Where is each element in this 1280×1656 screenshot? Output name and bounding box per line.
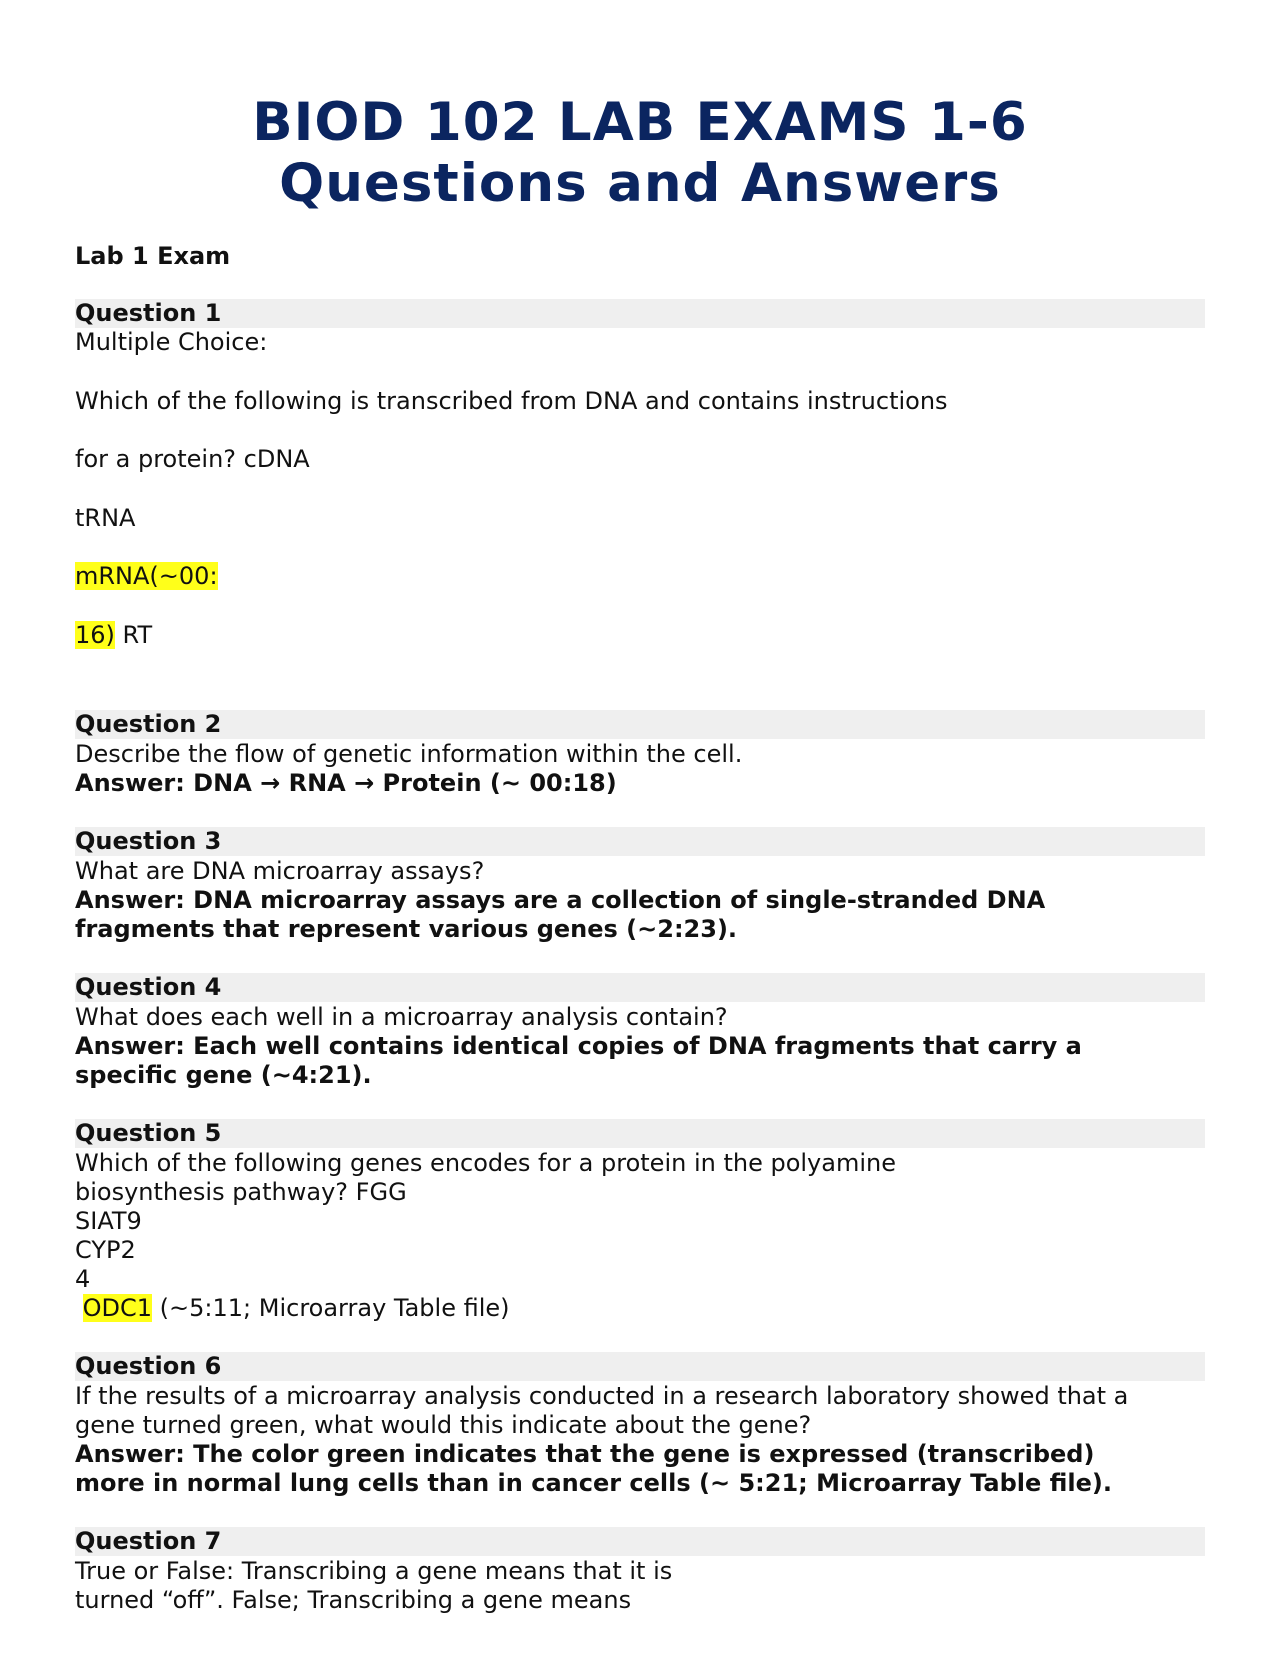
question-text: What are DNA microarray assays? bbox=[75, 857, 485, 885]
answer-option: ODC1 (~5:11; Microarray Table file) bbox=[82, 1294, 510, 1322]
question-heading: Question 5 bbox=[75, 1119, 1205, 1148]
answer-option: 4 bbox=[75, 1265, 91, 1293]
question-text: What does each well in a microarray analysis contain? bbox=[75, 1003, 728, 1031]
question-heading: Question 3 bbox=[75, 827, 1205, 856]
question-heading: Question 6 bbox=[75, 1352, 1205, 1381]
title-line-2: Questions and Answers bbox=[279, 153, 1001, 214]
section-heading: Lab 1 Exam bbox=[75, 242, 231, 270]
question-text: for a protein? cDNA bbox=[75, 445, 310, 473]
highlighted-answer: ODC1 bbox=[82, 1294, 153, 1322]
answer-text: Answer: The color green indicates that the gene is expressed (transcribed) bbox=[75, 1440, 1095, 1468]
answer-option: SIAT9 bbox=[75, 1207, 142, 1235]
answer-text: Answer: DNA microarray assays are a collection of single-stranded DNA bbox=[75, 886, 1046, 914]
question-text: Describe the flow of genetic information within the cell. bbox=[75, 740, 743, 768]
question-text: turned “off”. False; Transcribing a gene means bbox=[75, 1586, 632, 1614]
question-text: Which of the following is transcribed from DNA and contains instructions bbox=[75, 387, 948, 415]
question-text: If the results of a microarray analysis conducted in a research laboratory showed that a bbox=[75, 1382, 1129, 1410]
question-text: gene turned green, what would this indicate about the gene? bbox=[75, 1411, 812, 1439]
answer-text: specific gene (~4:21). bbox=[75, 1061, 372, 1089]
question-heading: Question 7 bbox=[75, 1527, 1205, 1556]
answer-option bbox=[75, 562, 218, 591]
answer-text: Answer: Each well contains identical copies of DNA fragments that carry a bbox=[75, 1032, 1082, 1060]
answer-text: fragments that represent various genes (~2:23). bbox=[75, 915, 738, 943]
highlighted-answer: mRNA(~00: bbox=[75, 562, 218, 590]
highlighted-timestamp: 16) bbox=[75, 621, 115, 649]
title-line-1: BIOD 102 LAB EXAMS 1-6 bbox=[252, 92, 1028, 153]
answer-option: tRNA bbox=[75, 504, 136, 532]
answer-text: more in normal lung cells than in cancer cells (~ 5:21; Microarray Table file). bbox=[75, 1469, 1112, 1497]
question-heading: Question 4 bbox=[75, 973, 1205, 1002]
question-text: Which of the following genes encodes for a protein in the polyamine bbox=[75, 1149, 896, 1177]
question-type: Multiple Choice: bbox=[75, 328, 268, 356]
answer-option: 16) RT bbox=[75, 621, 153, 649]
document-title bbox=[0, 92, 1280, 214]
question-text: biosynthesis pathway? FGG bbox=[75, 1178, 407, 1206]
answer-text: Answer: DNA → RNA → Protein (~ 00:18) bbox=[75, 769, 617, 797]
question-heading: Question 1 bbox=[75, 299, 1205, 328]
answer-option: CYP2 bbox=[75, 1236, 136, 1264]
question-heading: Question 2 bbox=[75, 710, 1205, 739]
question-text: True or False: Transcribing a gene means that it is bbox=[75, 1557, 673, 1585]
